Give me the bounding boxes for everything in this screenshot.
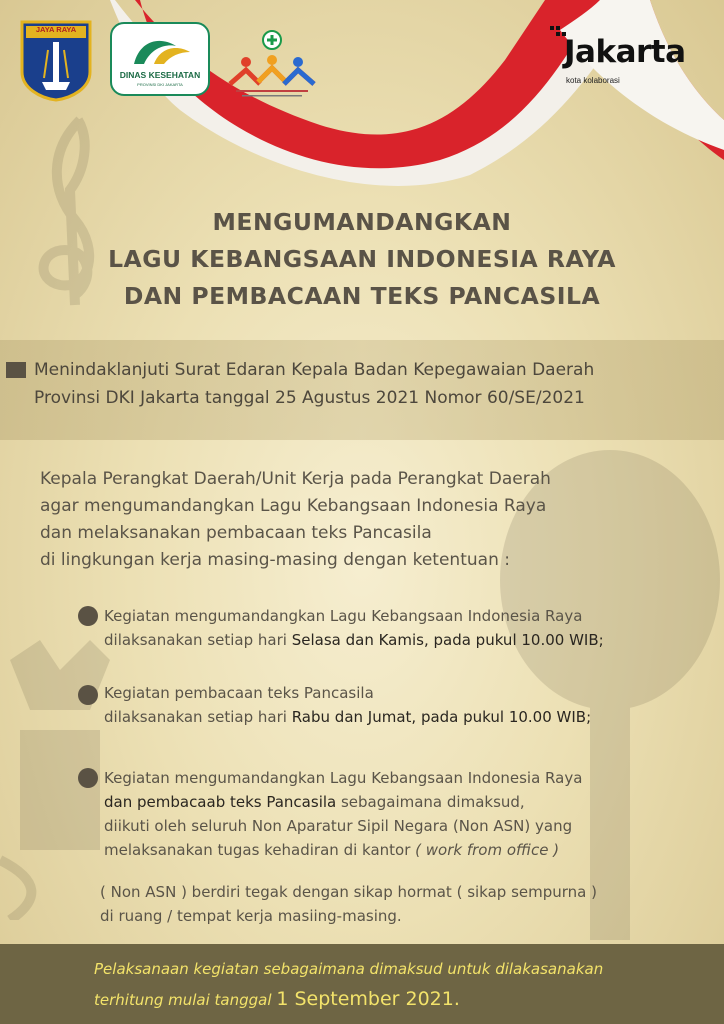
footer-line-2-prefix: terhitung mulai tanggal — [94, 991, 277, 1009]
reference-line-1: Menindaklanjuti Surat Edaran Kepala Badan Kepegawaian Daerah — [34, 360, 595, 380]
jakarta-logo — [548, 22, 708, 92]
item-2-line-2 — [104, 705, 724, 729]
health-campaign-logo — [226, 26, 318, 102]
note-line-1: ( Non ASN ) berdiri tegak dengan sikap hormat ( sikap sempurna ) — [100, 883, 597, 901]
start-date: 1 September 2021. — [276, 988, 460, 1010]
footer-line-1: Pelaksanaan kegiatan sebagaimana dimaksud untuk dilakasanakan — [94, 960, 604, 978]
item-1-schedule: Selasa dan Kamis, pada pukul 10.00 WIB; — [291, 631, 604, 649]
item-2-line-2-prefix: dilaksanakan setiap hari — [104, 708, 292, 726]
note-paragraph — [100, 880, 710, 928]
reference-band — [0, 340, 724, 440]
square-bullet-icon — [6, 362, 26, 378]
garuda-watermark — [0, 580, 120, 920]
jakarta-wordmark: Jakarta — [564, 34, 686, 70]
item-3-line-4-prefix: melaksanakan tugas kehadiran di kantor — [104, 841, 416, 859]
note-line-2: di ruang / tempat kerja masiing-masing. — [100, 907, 402, 925]
bullet-icon — [78, 768, 98, 788]
intro-line-4: di lingkungan kerja masing-masing dengan ketentuan : — [40, 550, 510, 570]
item-2-line-1: Kegiatan pembacaan teks Pancasila — [104, 684, 374, 702]
item-3-line-2-highlight: dan pembacaab teks Pancasila — [104, 793, 337, 811]
intro-line-3: dan melaksanakan pembacaan teks Pancasila — [40, 523, 432, 543]
title-line-1: MENGUMANDANGKAN — [212, 208, 512, 236]
item-3-line-4 — [104, 838, 724, 862]
reference-line-2: Provinsi DKI Jakarta tanggal 25 Agustus 2021 Nomor 60/SE/2021 — [34, 388, 585, 408]
bullet-icon — [78, 606, 98, 626]
reference-text — [34, 356, 716, 412]
item-1-line-2-prefix: dilaksanakan setiap hari — [104, 631, 292, 649]
footer-line-2 — [94, 988, 718, 1010]
intro-line-1: Kepala Perangkat Daerah/Unit Kerja pada Perangkat Daerah — [40, 469, 551, 489]
list-item — [104, 604, 724, 652]
list-item — [104, 681, 724, 729]
item-3-line-1: Kegiatan mengumandangkan Lagu Kebangsaan Indonesia Raya — [104, 769, 583, 787]
list-item — [104, 766, 724, 862]
item-1-line-1: Kegiatan mengumandangkan Lagu Kebangsaan Indonesia Raya — [104, 607, 583, 625]
jaya-raya-logo — [20, 20, 92, 102]
dinas-kesehatan-logo — [110, 22, 210, 96]
title-line-2: LAGU KEBANGSAAN INDONESIA RAYA — [108, 245, 616, 273]
item-3-line-4-italic: ( work from office ) — [415, 841, 560, 859]
dinkes-sub: PROVINSI DKI JAKARTA — [137, 82, 183, 87]
intro-paragraph — [40, 466, 710, 574]
item-3-line-3: diikuti oleh seluruh Non Aparatur Sipil Negara (Non ASN) yang — [104, 817, 573, 835]
page-title — [0, 204, 724, 315]
jaya-raya-text: JAYA RAYA — [35, 25, 77, 34]
bullet-icon — [78, 685, 98, 705]
item-3-line-2-suffix: sebagaimana dimaksud, — [336, 793, 525, 811]
dinkes-name: DINAS KESEHATAN — [119, 70, 201, 80]
item-2-schedule: Rabu dan Jumat, pada pukul 10.00 WIB; — [291, 708, 592, 726]
intro-line-2: agar mengumandangkan Lagu Kebangsaan Indonesia Raya — [40, 496, 547, 516]
item-1-line-2 — [104, 628, 724, 652]
footer-band — [0, 944, 724, 1024]
item-3-line-2 — [104, 790, 724, 814]
title-line-3: DAN PEMBACAAN TEKS PANCASILA — [123, 282, 601, 310]
jakarta-tagline: kota kolaborasi — [566, 76, 620, 85]
